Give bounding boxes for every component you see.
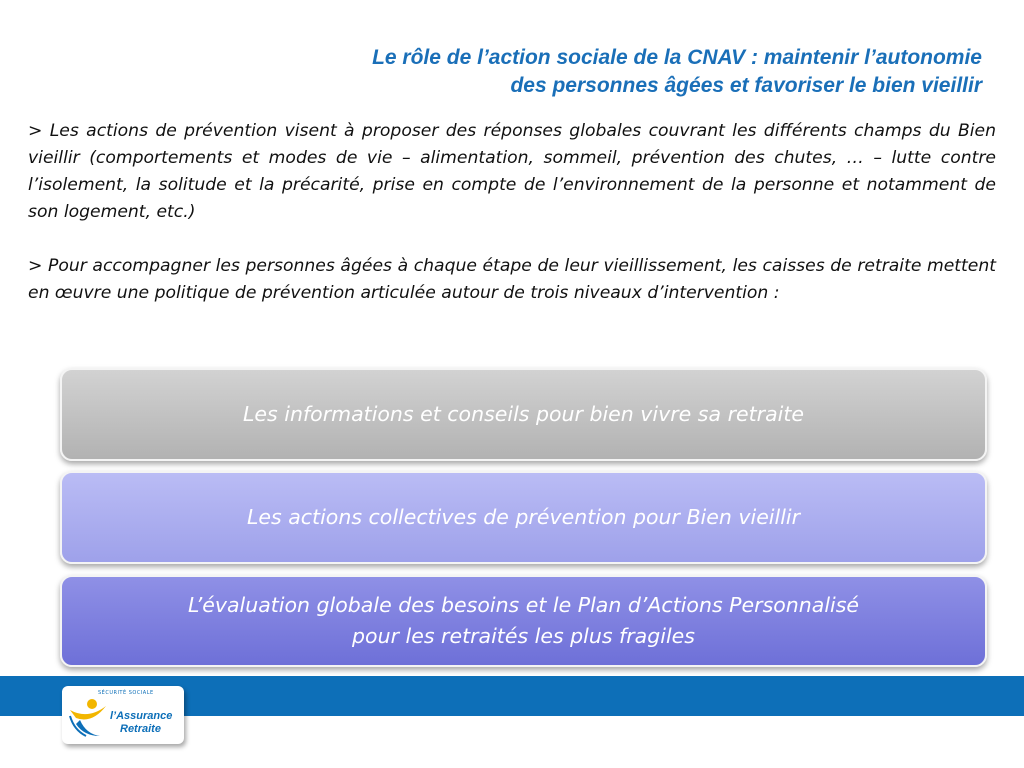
level-box-label: Les actions collectives de prévention pour Bien vieillir <box>246 505 801 529</box>
logo-text-line1: l’Assurance <box>110 710 173 722</box>
paragraph-support-policy: > Pour accompagner les personnes âgées à chaque étape de leur vieillissement, les caisses de retraite mettent en œuvre une politique de prévention articulée autour de trois niveaux d’intervention : <box>28 256 996 303</box>
body-text <box>28 118 996 307</box>
logo-figure-icon <box>66 690 110 738</box>
logo-text-line2: Retraite <box>120 723 161 735</box>
paragraph-prevention-actions: > Les actions de prévention visent à proposer des réponses globales couvrant les différents champs du Bien vieillir (comportements et modes de vie – alimentation, sommeil, prévention des chutes, … – lutte contre l’isolement, la solitude et la précarité, prise en compte de l’environnement de la personne et notamment de son logement, etc.) <box>28 121 996 222</box>
level-box-label: L’évaluation globale des besoins et le Plan d’Actions Personnalisé <box>187 593 860 617</box>
slide-title <box>82 44 982 100</box>
level-box-global-evaluation <box>60 575 987 667</box>
slide-title-line2: des personnes âgées et favoriser le bien vieillir <box>510 74 982 97</box>
level-box-label: Les informations et conseils pour bien vivre sa retraite <box>243 402 804 426</box>
assurance-retraite-logo <box>62 686 184 744</box>
logo-small-text: SÉCURITÉ SOCIALE <box>98 690 154 696</box>
level-box-label-line2: pour les retraités les plus fragiles <box>352 624 695 648</box>
level-box-collective-actions <box>60 471 987 564</box>
slide-title-line1: Le rôle de l’action sociale de la CNAV : maintenir l’autonomie <box>372 46 982 69</box>
level-box-information <box>60 368 987 461</box>
